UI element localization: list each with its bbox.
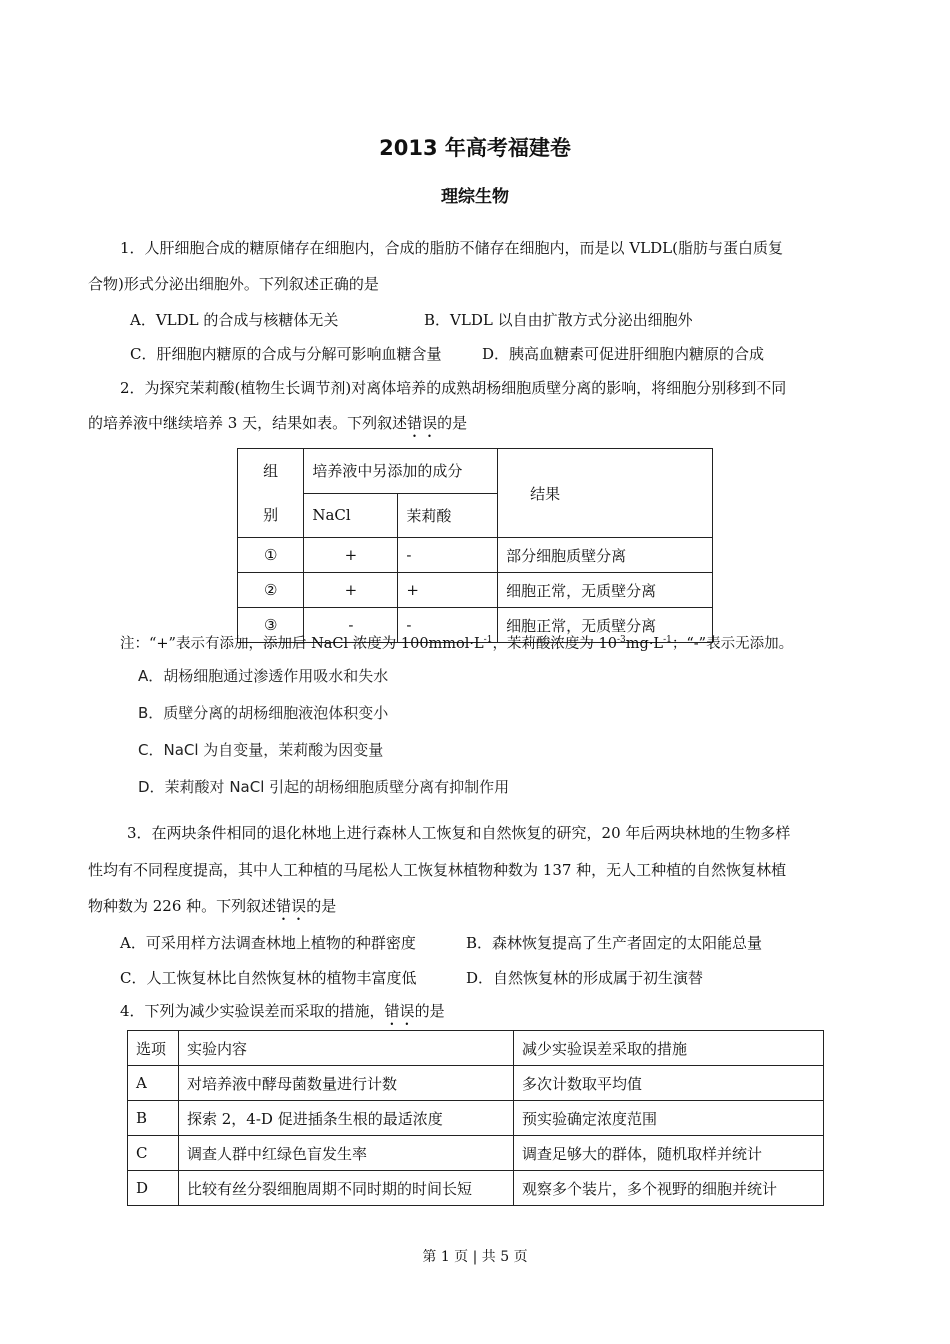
table-row: B 探索 2，4-D 促进插条生根的最适浓度 预实验确定浓度范围 (128, 1101, 824, 1136)
q2-option-b: B．质壁分离的胡杨细胞液泡体积变小 (138, 704, 389, 722)
table-row: A 对培养液中酵母菌数量进行计数 多次计数取平均值 (128, 1066, 824, 1101)
q1-option-c: C．肝细胞内糖原的合成与分解可影响血糖含量 (130, 345, 442, 363)
table-row: ② + + 细胞正常，无质壁分离 (238, 573, 713, 608)
table-header-row: 选项 实验内容 减少实验误差采取的措施 (128, 1031, 824, 1066)
q3-line2: 性均有不同程度提高，其中人工种植的马尾松人工恢复林植物种数为 137 种，无人工种植的自然恢复林植 (88, 861, 787, 879)
q2-option-c: C．NaCl 为自变量，茉莉酸为因变量 (138, 741, 384, 759)
q1-line2: 合物)形式分泌出细胞外。下列叙述正确的是 (88, 275, 379, 293)
q2-header-nacl: NaCl (304, 493, 398, 538)
q1-option-b: B．VLDL 以自由扩散方式分泌出细胞外 (424, 311, 693, 329)
q4-line1: 4．下列为减少实验误差而采取的措施，错误的是 (120, 1002, 445, 1020)
emphasis-wrong: 错误 (276, 897, 307, 915)
q2-line1: 2．为探究茉莉酸(植物生长调节剂)对离体培养的成熟胡杨细胞质壁分离的影响，将细胞分别移到不同 (120, 379, 787, 397)
q3-line3: 物种数为 226 种。下列叙述错误的是 (88, 897, 337, 915)
q3-option-c: C．人工恢复林比自然恢复林的植物丰富度低 (120, 969, 417, 987)
page-subtitle: 理综生物 (441, 187, 509, 207)
q2-note: 注：“+”表示有添加，添加后 NaCl 浓度为 $100mmol\cdot L^{-1}$，茉莉酸浓度为 $10^{-3}mg\cdot L^{-1}$；“-”表示无添加。 (120, 635, 794, 652)
table-row: C 调查人群中红绿色盲发生率 调查足够大的群体，随机取样并统计 (128, 1136, 824, 1171)
q2-header-result: 结果 (498, 449, 713, 538)
q2-header-added: 培养液中另添加的成分 (304, 449, 498, 494)
page-footer: 第 1 页 | 共 5 页 (422, 1249, 528, 1265)
q3-option-a: A．可采用样方法调查林地上植物的种群密度 (120, 934, 416, 952)
table-row: ① + - 部分细胞质壁分离 (238, 538, 713, 573)
q3-option-d: D．自然恢复林的形成属于初生演替 (466, 969, 704, 987)
q2-header-group: 组 别 (238, 449, 304, 538)
table-row: ③ - - 细胞正常，无质壁分离 (238, 608, 713, 643)
emphasis-wrong: 错误 (407, 414, 438, 432)
q3-line1: 3．在两块条件相同的退化林地上进行森林人工恢复和自然恢复的研究，20 年后两块林地的生物多样 (127, 824, 791, 842)
q2-option-d: D．茉莉酸对 NaCl 引起的胡杨细胞质壁分离有抑制作用 (138, 778, 510, 796)
q2-option-a: A．胡杨细胞通过渗透作用吸水和失水 (138, 667, 389, 685)
q1-line1: 1．人肝细胞合成的糖原储存在细胞内，合成的脂肪不储存在细胞内，而是以 VLDL(脂肪与蛋白质复 (120, 239, 783, 257)
q4-table (127, 1030, 824, 1206)
page-title: 2013 年高考福建卷 (379, 136, 571, 160)
q2-line2: 的培养液中继续培养 3 天，结果如表。下列叙述错误的是 (88, 414, 468, 432)
q2-header-jasmonic: 茉莉酸 (398, 493, 498, 538)
emphasis-wrong: 错误 (384, 1002, 415, 1020)
q3-option-b: B．森林恢复提高了生产者固定的太阳能总量 (466, 934, 763, 952)
q2-table (237, 448, 713, 643)
q1-option-a: A．VLDL 的合成与核糖体无关 (130, 311, 339, 329)
q1-option-d: D．胰高血糖素可促进肝细胞内糖原的合成 (482, 345, 765, 363)
table-row: D 比较有丝分裂细胞周期不同时期的时间长短 观察多个装片，多个视野的细胞并统计 (128, 1171, 824, 1206)
